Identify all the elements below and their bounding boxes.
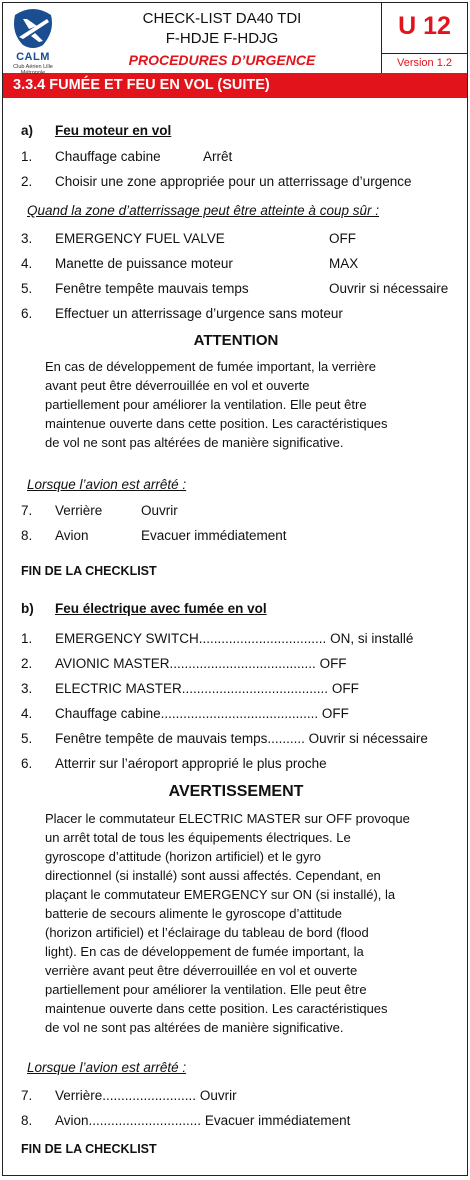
step-dots: .............................. bbox=[88, 1113, 202, 1128]
header-title-block bbox=[63, 9, 381, 70]
header-code-block bbox=[381, 3, 467, 73]
warning-line: (horizon artificiel) et l’éclairage du tableau de bord (flood bbox=[45, 925, 369, 940]
attention-text bbox=[45, 357, 433, 452]
step-number: 6. bbox=[21, 306, 33, 321]
step-label: Choisir une zone appropriée pour un atterrissage d’urgence bbox=[55, 174, 412, 189]
logo-subtext: Club Aérien Lille Métropole bbox=[13, 64, 53, 76]
step-number: 1. bbox=[21, 149, 33, 164]
step-label: Avion bbox=[55, 1113, 89, 1128]
step-number: 6. bbox=[21, 756, 33, 771]
end-of-checklist: FIN DE LA CHECKLIST bbox=[21, 564, 157, 578]
step-dots: ....................................... bbox=[169, 656, 316, 671]
calm-logo bbox=[9, 7, 57, 76]
step-number: 2. bbox=[21, 174, 33, 189]
step-dots: .......... bbox=[267, 731, 305, 746]
step-value: Ouvrir bbox=[141, 503, 178, 518]
step-value: ON, si installé bbox=[330, 631, 414, 646]
step-value: OFF bbox=[329, 231, 356, 246]
step-number: 7. bbox=[21, 1088, 33, 1103]
condition-note: Lorsque l’avion est arrêté : bbox=[27, 1060, 187, 1075]
warning-line: gyroscope d’attitude (horizon artificiel) et le gyro bbox=[45, 849, 322, 864]
step-value: Evacuer immédiatement bbox=[204, 1113, 351, 1128]
attention-line: En cas de développement de fumée important, la verrière bbox=[45, 359, 376, 374]
step-label: Atterrir sur l’aéroport approprié le plus proche bbox=[55, 756, 327, 771]
step-label: AVIONIC MASTER bbox=[55, 656, 170, 671]
step-label: EMERGENCY SWITCH bbox=[55, 631, 199, 646]
step-value: OFF bbox=[319, 656, 347, 671]
step-value: Ouvrir si nécessaire bbox=[308, 731, 428, 746]
step-number: 4. bbox=[21, 256, 33, 271]
warning-line: Placer le commutateur ELECTRIC MASTER sur OFF provoque bbox=[45, 811, 410, 826]
step-dots: ......................... bbox=[102, 1088, 197, 1103]
step-label: Verrière bbox=[55, 503, 103, 518]
step-row bbox=[55, 1088, 237, 1103]
section-title: 3.3.4 FUMÉE ET FEU EN VOL (SUITE) bbox=[3, 73, 467, 98]
part-a-letter: a) bbox=[21, 123, 34, 138]
warning-line: light). En cas de développement de fumée important, la bbox=[45, 944, 364, 959]
step-row bbox=[55, 731, 428, 746]
step-label: Effectuer un atterrissage d’urgence sans moteur bbox=[55, 306, 343, 321]
warning-line: un arrêt total de tous les équipements électriques. Le bbox=[45, 830, 351, 845]
step-number: 4. bbox=[21, 706, 33, 721]
step-number: 2. bbox=[21, 656, 33, 671]
step-label: Manette de puissance moteur bbox=[55, 256, 233, 271]
attention-line: maintenue ouverte dans cette position. Les caractéristiques bbox=[45, 416, 388, 431]
step-dots: ....................................... bbox=[181, 681, 329, 696]
step-number: 1. bbox=[21, 631, 33, 646]
step-label: EMERGENCY FUEL VALVE bbox=[55, 231, 225, 246]
step-dots: .................................. bbox=[198, 631, 327, 646]
procedure-type: PROCEDURES D’URGENCE bbox=[128, 52, 316, 68]
logo-text: CALM bbox=[16, 51, 50, 63]
step-number: 5. bbox=[21, 731, 33, 746]
step-value: OFF bbox=[331, 681, 359, 696]
step-value: Evacuer immédiatement bbox=[141, 528, 287, 543]
page-code: U 12 bbox=[398, 12, 451, 40]
warning-line: directionnel (si installé) sont aussi affectés. Cependant, en bbox=[45, 868, 381, 883]
step-number: 8. bbox=[21, 1113, 33, 1128]
attention-line: de vol ne sont pas altérées de manière significative. bbox=[45, 435, 344, 450]
aircraft-registrations: F-HDJE F-HDJG bbox=[165, 30, 279, 47]
warning-text bbox=[45, 809, 433, 1037]
step-label: ELECTRIC MASTER bbox=[55, 681, 182, 696]
header bbox=[3, 3, 467, 76]
attention-heading: ATTENTION bbox=[193, 332, 279, 349]
step-label: Chauffage cabine bbox=[55, 706, 161, 721]
step-number: 8. bbox=[21, 528, 33, 543]
warning-line: maintenue ouverte dans cette position. Les caractéristiques bbox=[45, 1001, 388, 1016]
doc-title: CHECK-LIST DA40 TDI bbox=[142, 10, 302, 27]
version-label: Version 1.2 bbox=[382, 53, 467, 69]
step-value: Ouvrir bbox=[199, 1088, 237, 1103]
step-value: Arrêt bbox=[203, 149, 233, 164]
step-number: 5. bbox=[21, 281, 33, 296]
warning-heading: AVERTISSEMENT bbox=[168, 783, 304, 800]
airplane-logo-icon bbox=[9, 7, 57, 51]
part-b-letter: b) bbox=[21, 601, 34, 616]
step-row bbox=[55, 656, 347, 671]
step-value: OFF bbox=[321, 706, 349, 721]
step-label: Fenêtre tempête mauvais temps bbox=[55, 281, 249, 296]
warning-line: partiellement pour améliorer la ventilation. Elle peut être bbox=[45, 982, 367, 997]
step-row bbox=[55, 631, 413, 646]
step-number: 7. bbox=[21, 503, 33, 518]
warning-line: verrière avant peut être déverrouillée en vol et ouverte bbox=[45, 963, 358, 978]
condition-note: Quand la zone d’atterrissage peut être atteinte à coup sûr : bbox=[27, 203, 379, 218]
warning-line: plaçant le commutateur EMERGENCY sur ON (si installé), la bbox=[45, 887, 396, 902]
checklist-page bbox=[2, 2, 468, 1176]
end-of-checklist: FIN DE LA CHECKLIST bbox=[21, 1142, 157, 1156]
step-number: 3. bbox=[21, 681, 33, 696]
warning-line: de vol ne sont pas altérées de manière significative. bbox=[45, 1020, 344, 1035]
step-row bbox=[55, 681, 359, 696]
condition-note: Lorsque l’avion est arrêté : bbox=[27, 477, 187, 492]
attention-line: avant peut être déverrouillée en vol et ouverte bbox=[45, 378, 310, 393]
step-value: MAX bbox=[329, 256, 359, 271]
step-value: Ouvrir si nécessaire bbox=[329, 281, 449, 296]
step-row bbox=[55, 1113, 350, 1128]
step-label: Avion bbox=[55, 528, 89, 543]
attention-line: partiellement pour améliorer la ventilation. Elle peut être bbox=[45, 397, 367, 412]
step-label: Verrière bbox=[55, 1088, 103, 1103]
step-row bbox=[55, 706, 349, 721]
step-number: 3. bbox=[21, 231, 33, 246]
step-label: Fenêtre tempête de mauvais temps bbox=[55, 731, 268, 746]
part-a-title: Feu moteur en vol bbox=[55, 123, 172, 138]
step-label: Chauffage cabine bbox=[55, 149, 161, 164]
warning-line: batterie de secours alimente le gyroscope d’attitude bbox=[45, 906, 343, 921]
part-b-title: Feu électrique avec fumée en vol bbox=[55, 601, 267, 616]
step-dots: .......................................... bbox=[160, 706, 319, 721]
